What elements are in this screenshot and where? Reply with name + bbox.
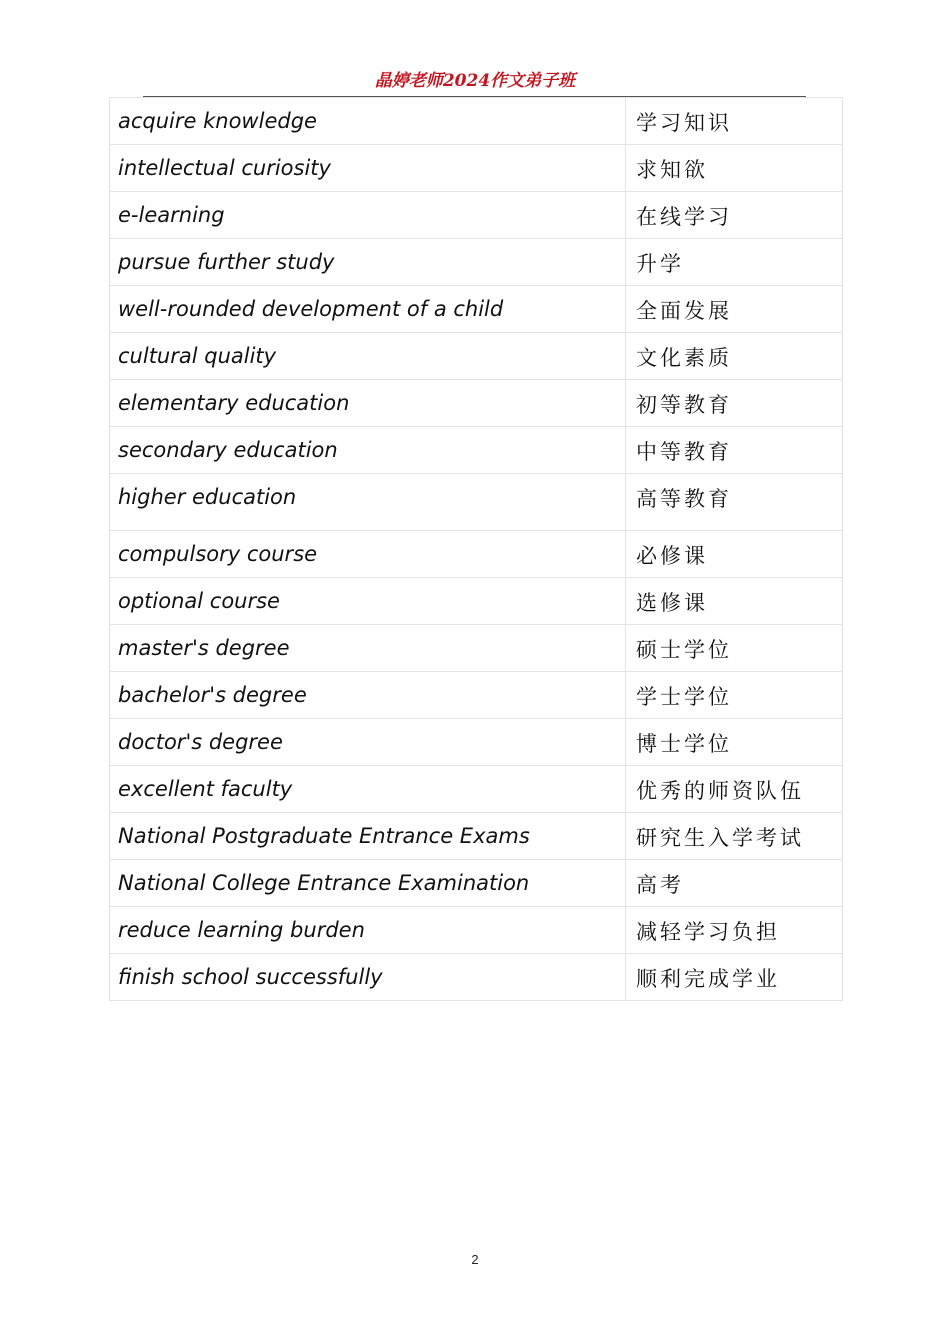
chinese-term: 升学 xyxy=(626,239,843,286)
table-row xyxy=(110,954,843,1001)
chinese-term: 顺利完成学业 xyxy=(626,954,843,1001)
chinese-term: 研究生入学考试 xyxy=(626,813,843,860)
page-number: 2 xyxy=(471,1252,479,1267)
table-row xyxy=(110,427,843,474)
chinese-term: 必修课 xyxy=(626,531,843,578)
english-term: elementary education xyxy=(110,380,626,427)
table-row xyxy=(110,286,843,333)
english-term: bachelor's degree xyxy=(110,672,626,719)
table-row xyxy=(110,907,843,954)
english-term: reduce learning burden xyxy=(110,907,626,954)
english-term: e-learning xyxy=(110,192,626,239)
page-header-title: 晶婷老师2024作文弟子班 xyxy=(374,71,576,91)
table-row xyxy=(110,239,843,286)
english-term: cultural quality xyxy=(110,333,626,380)
chinese-term: 选修课 xyxy=(626,578,843,625)
english-term: compulsory course xyxy=(110,531,626,578)
english-term: secondary education xyxy=(110,427,626,474)
english-term: finish school successfully xyxy=(110,954,626,1001)
english-term: higher education xyxy=(110,474,626,531)
english-term: National College Entrance Examination xyxy=(110,860,626,907)
table-row xyxy=(110,380,843,427)
chinese-term: 在线学习 xyxy=(626,192,843,239)
english-term: optional course xyxy=(110,578,626,625)
english-term: intellectual curiosity xyxy=(110,145,626,192)
english-term: master's degree xyxy=(110,625,626,672)
table-row xyxy=(110,474,843,531)
table-row xyxy=(110,719,843,766)
chinese-term: 全面发展 xyxy=(626,286,843,333)
table-row xyxy=(110,192,843,239)
english-term: National Postgraduate Entrance Exams xyxy=(110,813,626,860)
chinese-term: 博士学位 xyxy=(626,719,843,766)
chinese-term: 初等教育 xyxy=(626,380,843,427)
table-row xyxy=(110,333,843,380)
table-row xyxy=(110,672,843,719)
table-row xyxy=(110,860,843,907)
chinese-term: 高等教育 xyxy=(626,474,843,531)
table-row xyxy=(110,578,843,625)
table-row xyxy=(110,813,843,860)
english-term: pursue further study xyxy=(110,239,626,286)
chinese-term: 学习知识 xyxy=(626,98,843,145)
table-row xyxy=(110,145,843,192)
table-row xyxy=(110,766,843,813)
table-row xyxy=(110,625,843,672)
english-term: doctor's degree xyxy=(110,719,626,766)
chinese-term: 文化素质 xyxy=(626,333,843,380)
table-row xyxy=(110,98,843,145)
vocabulary-table-body xyxy=(110,98,843,1001)
english-term: well-rounded development of a child xyxy=(110,286,626,333)
table-row xyxy=(110,531,843,578)
chinese-term: 减轻学习负担 xyxy=(626,907,843,954)
chinese-term: 中等教育 xyxy=(626,427,843,474)
chinese-term: 高考 xyxy=(626,860,843,907)
english-term: excellent faculty xyxy=(110,766,626,813)
chinese-term: 优秀的师资队伍 xyxy=(626,766,843,813)
chinese-term: 学士学位 xyxy=(626,672,843,719)
vocabulary-table xyxy=(109,97,843,1001)
chinese-term: 硕士学位 xyxy=(626,625,843,672)
english-term: acquire knowledge xyxy=(110,98,626,145)
chinese-term: 求知欲 xyxy=(626,145,843,192)
